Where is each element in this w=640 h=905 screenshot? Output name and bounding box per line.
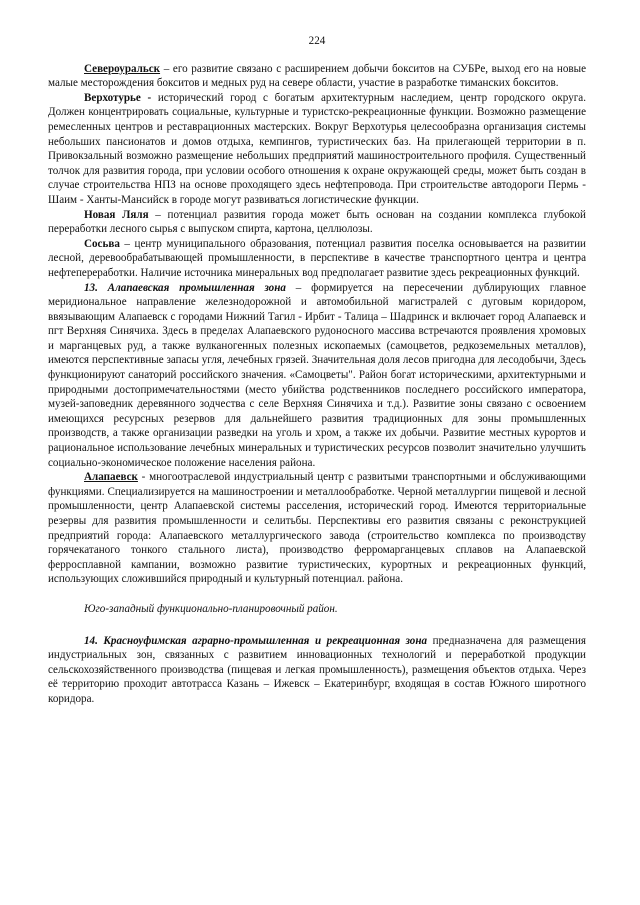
- paragraph-zone-14: [48, 634, 586, 707]
- paragraph-text: - многоотраслевой индустриальный центр с развитыми транспортными и обслуживающими функциями. Специализируется на машиностроении и металлообработке. Черной металлургии пищевой и лесной промышленности, центр Алапаевской системы расселения, исторический город. Имеются территориальные резервы для развития промышленности и селитьбы. Перспективы его развития связаны с реконструкцией предприятий города: Алапаевского металлургического завода (строительство комплекса по производству горячекатаного тонкого стального листа), производство ферромарганцевых сплавов на Алапаевской ферросплавной кампании, возможно развитие туристических, курортных и рекреационных функций, использующих сложившийся природный и культурный потенциал. района.: [48, 471, 586, 586]
- zone-heading-13: 13. Алапаевская промышленная зона: [84, 281, 286, 294]
- paragraph-text: предназначена для размещения индустриальных зон, связанных с развитием инновационных технологий и переработкой продукции сельскохозяйственного производства (пищевая и легкая промышленность), размещения объектов отдыха. Через её территорию проходит автотрасса Казань – Ижевск – Екатеринбург, входящая в состав Южного широтного коридора.: [48, 634, 586, 705]
- district-heading: Юго-западный функционально-планировочный район.: [84, 602, 338, 615]
- paragraph-text: – потенциал развития города может быть основан на создании комплекса глубокой переработки лесного сырья с выпуском спирта, картона, целлюлозы.: [48, 208, 586, 236]
- place-name-sosva: Сосьва: [84, 237, 120, 250]
- paragraph-alapaevsk: [48, 470, 586, 587]
- paragraph-sosva: [48, 237, 586, 281]
- page-number: 224: [308, 35, 326, 47]
- place-name-novaya-lyalya: Новая Ляля: [84, 208, 149, 221]
- place-name-verkhoturye: Верхотурье -: [84, 91, 152, 104]
- paragraph-novaya-lyalya: [48, 208, 586, 237]
- place-name-severouralsk: Североуральск: [84, 62, 161, 75]
- paragraph-text: – его развитие связано с расширением добычи бокситов на СУБРе, выход его на новые малые месторождения бокситов и медных руд на севере области, участие в разработке тиманских бокситов.: [48, 62, 586, 90]
- paragraph-text: исторический город с богатым архитектурным наследием, центр городского округа. Должен концентрировать социальные, культурные и туристско-рекреационные функции. Возможно размещение ремесленных центров и реставрационных мастерских. Вокруг Верхотурья целесообразна организация системы небольших пансионатов и домов отдыха, кемпингов, туристических баз. На прилегающей территории в п. Привокзальный возможно размещение небольших предприятий машиностроительного профиля. Существенный толчок для развития города, при условии особого отношения к охране окружающей среды, может быть создан в случае строительства НПЗ на основе проходящего здесь нефтепровода. При строительстве автодороги Пермь - Шаим - Ханты-Мансийск в городе могут развиваться логистические функции.: [48, 91, 587, 206]
- zone-heading-14: 14. Красноуфимская аграрно-промышленная и рекреационная зона: [84, 634, 428, 647]
- paragraph-verkhoturye: [48, 91, 586, 208]
- paragraph-text: – формируется на пересечении дублирующих главное меридиональное направление железнодорожной и автомобильной магистралей с дуговым коридором, ввязывающим Алапаевск с городами Нижний Тагил - Ирбит - Талица – Шадринск и включает город Алапаевск и пгт Верхняя Синячиха. Здесь в пределах Алапаевского рудоносного массива встречаются проявления хромовых и марганцевых руд, а также вулканогенных полезных ископаемых (самоцветов, редкоземельных металлов), имеются перспективные запасы угля, лечебных грязей. Значительная доля лесов пригодна для лесодобычи, Здесь функционируют санаторий российского значения. «Самоцветы". Район богат историческими, архитектурными и природными достопримечательностями (место убийства родственников последнего российского императора, музей-заповедник деревянного зодчества с селе Верхняя Синячиха и т.д.). Развитие зоны связано с освоением имеющихся ресурсных резервов для дальнейшего развития традиционных для зоны промышленных производств, а также организации разведки на уголь и хром, а также их добычи. Развитие местных курортов и рациональное использование лечебных минеральных и туристических ресурсов позволит значительно улучшить социально-экономическое положение населения района.: [48, 281, 587, 469]
- paragraph-zone-13: [48, 281, 586, 471]
- paragraph-text: – центр муниципального образования, потенциал развития поселка основывается на развитии лесной, деревообрабатывающей промышленности, в перспективе в качестве транспортного центра и центра нефтепереработки. Наличие источника минеральных вод предполагает развитие здесь рекреационных функций.: [48, 237, 586, 279]
- paragraph-severouralsk: [48, 62, 586, 91]
- place-name-alapaevsk: Алапаевск: [84, 471, 138, 484]
